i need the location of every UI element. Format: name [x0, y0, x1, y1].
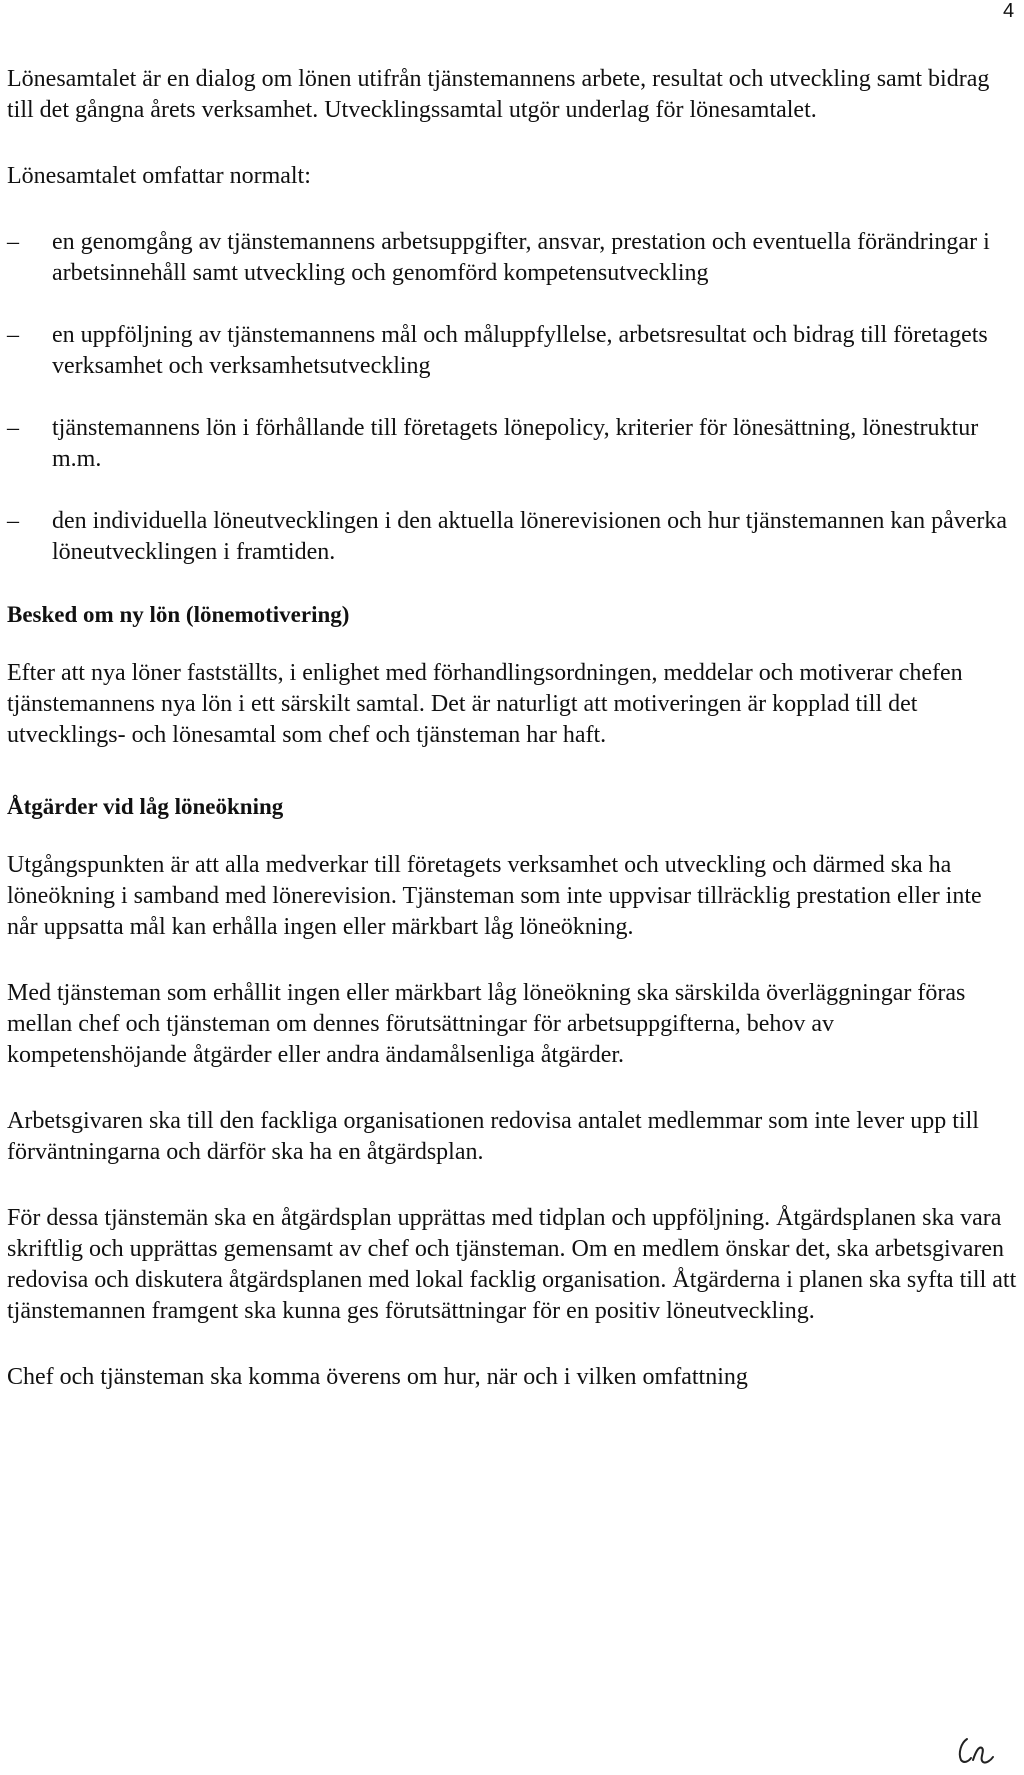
list-item [7, 227, 1017, 289]
list-item-text: den individuella löneutvecklingen i den aktuella lönerevisionen och hur tjänstemannen kan påverka löneutvecklingen i framtiden. [52, 508, 1008, 565]
list-item [7, 320, 1017, 382]
dash-bullet: – [7, 322, 19, 348]
list-item-text: en genomgång av tjänstemannens arbetsuppgifter, ansvar, prestation och eventuella förändringar i arbetsinnehåll samt utveckling och genomförd kompetensutveckling [52, 229, 990, 286]
list-item [7, 506, 1017, 568]
dash-bullet: – [7, 229, 19, 255]
list-item-text: tjänstemannens lön i förhållande till företagets lönepolicy, kriterier för lönesättning, lönestruktur m.m. [52, 415, 979, 472]
salary-notice-paragraph: Efter att nya löner fastställts, i enlighet med förhandlingsordningen, meddelar och motiverar chefen tjänstemannens nya lön i ett särskilt samtal. Det är naturligt att motiveringen är kopplad till det utvecklings- och lönesamtal som chef och tjänsteman har haft. [7, 660, 963, 748]
list-item [7, 413, 1017, 475]
section-heading-low-increase: Åtgärder vid låg löneökning [7, 794, 284, 819]
document-body [7, 64, 1017, 1393]
low-increase-paragraph-3: Arbetsgivaren ska till den fackliga organisationen redovisa antalet medlemmar som inte lever upp till förväntningarna och därför ska ha en åtgärdsplan. [7, 1108, 979, 1165]
dash-bullet: – [7, 508, 19, 534]
low-increase-paragraph-2: Med tjänsteman som erhållit ingen eller märkbart låg löneökning ska särskilda överläggningar föras mellan chef och tjänsteman om dennes förutsättningar för arbetsuppgifterna, behov av kompetenshöjande åtgärder eller andra ändamålsenliga åtgärder. [7, 980, 966, 1068]
low-increase-paragraph-5: Chef och tjänsteman ska komma överens om hur, när och i vilken omfattning [7, 1364, 748, 1390]
list-item-text: en uppföljning av tjänstemannens mål och måluppfyllelse, arbetsresultat och bidrag till företagets verksamhet och verksamhetsutveckling [52, 322, 988, 379]
section-heading-salary-notice: Besked om ny lön (lönemotivering) [7, 602, 350, 627]
low-increase-paragraph-4: För dessa tjänstemän ska en åtgärdsplan upprättas med tidplan och uppföljning. Åtgärdsplanen ska vara skriftlig och upprättas gemensamt av chef och tjänsteman. Om en medlem önskar det, ska arbetsgivaren redovisa och diskutera åtgärdsplanen med lokal facklig organisation. Åtgärderna i planen ska syfta till att tjänstemannen framgent ska kunna ges förutsättningar för en positiv löneutveckling. [7, 1205, 1017, 1324]
intro-paragraph: Lönesamtalet är en dialog om lönen utifrån tjänstemannens arbete, resultat och utveckling samt bidrag till det gångna årets verksamhet. Utvecklingssamtal utgör underlag för lönesamtalet. [7, 66, 990, 123]
dash-bullet: – [7, 415, 19, 441]
low-increase-paragraph-1: Utgångspunkten är att alla medverkar till företagets verksamhet och utveckling och därmed ska ha löneökning i samband med lönerevision. Tjänsteman som inte uppvisar tillräcklig prestation eller inte når uppsatta mål kan erhålla ingen eller märkbart låg löneökning. [7, 852, 982, 940]
topics-list [7, 227, 1017, 568]
list-intro: Lönesamtalet omfattar normalt: [7, 163, 311, 189]
handwritten-initials [955, 1733, 995, 1767]
page-number: 4 [1003, 0, 1015, 22]
